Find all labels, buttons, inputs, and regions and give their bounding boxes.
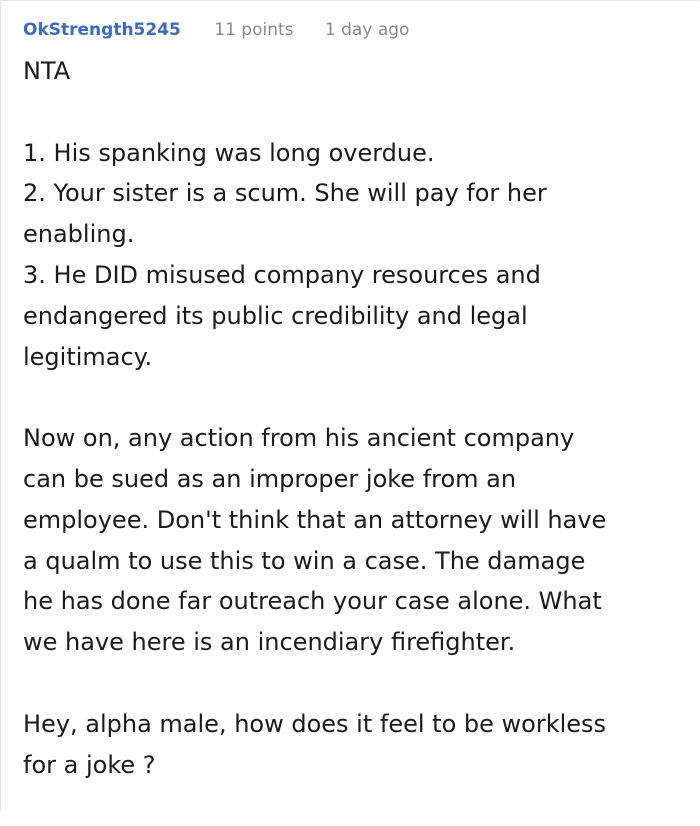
comment-body <box>23 51 606 826</box>
comment-line: 3. He DID misused company resources and <box>23 260 541 289</box>
comment-time: 1 day ago <box>324 20 410 40</box>
comment-username[interactable]: OkStrength5245 <box>23 20 181 40</box>
comment-line: he has done far outreach your case alone. What <box>23 587 602 616</box>
comment-points: 11 points <box>214 20 294 40</box>
comment-line: for a joke ? <box>23 750 156 779</box>
comment-line: can be sued as an improper joke from an <box>23 464 517 493</box>
comment-paragraph <box>23 51 606 92</box>
comment-line: enabling. <box>23 220 135 249</box>
comment-line: endangered its public credibility and legal <box>23 301 528 330</box>
comment-line: Now on, any action from his ancient company <box>23 424 575 453</box>
comment-line: Hey, alpha male, how does it feel to be workless <box>23 709 607 738</box>
comment-line: a qualm to use this to win a case. The damage <box>23 546 586 575</box>
comment-line: we have here is an incendiary firefighter. <box>23 628 516 657</box>
comment-line: 1. His spanking was long overdue. <box>23 138 435 167</box>
comment-paragraph <box>23 418 606 663</box>
comment-paragraph <box>23 133 606 378</box>
comment-line: 2. Your sister is a scum. She will pay for her <box>23 179 547 208</box>
comment-paragraph <box>23 704 606 786</box>
comment-line: legitimacy. <box>23 342 153 371</box>
comment-line: NTA <box>23 57 71 85</box>
comment-line: employee. Don't think that an attorney will have <box>23 505 607 534</box>
comment-meta <box>23 20 409 40</box>
